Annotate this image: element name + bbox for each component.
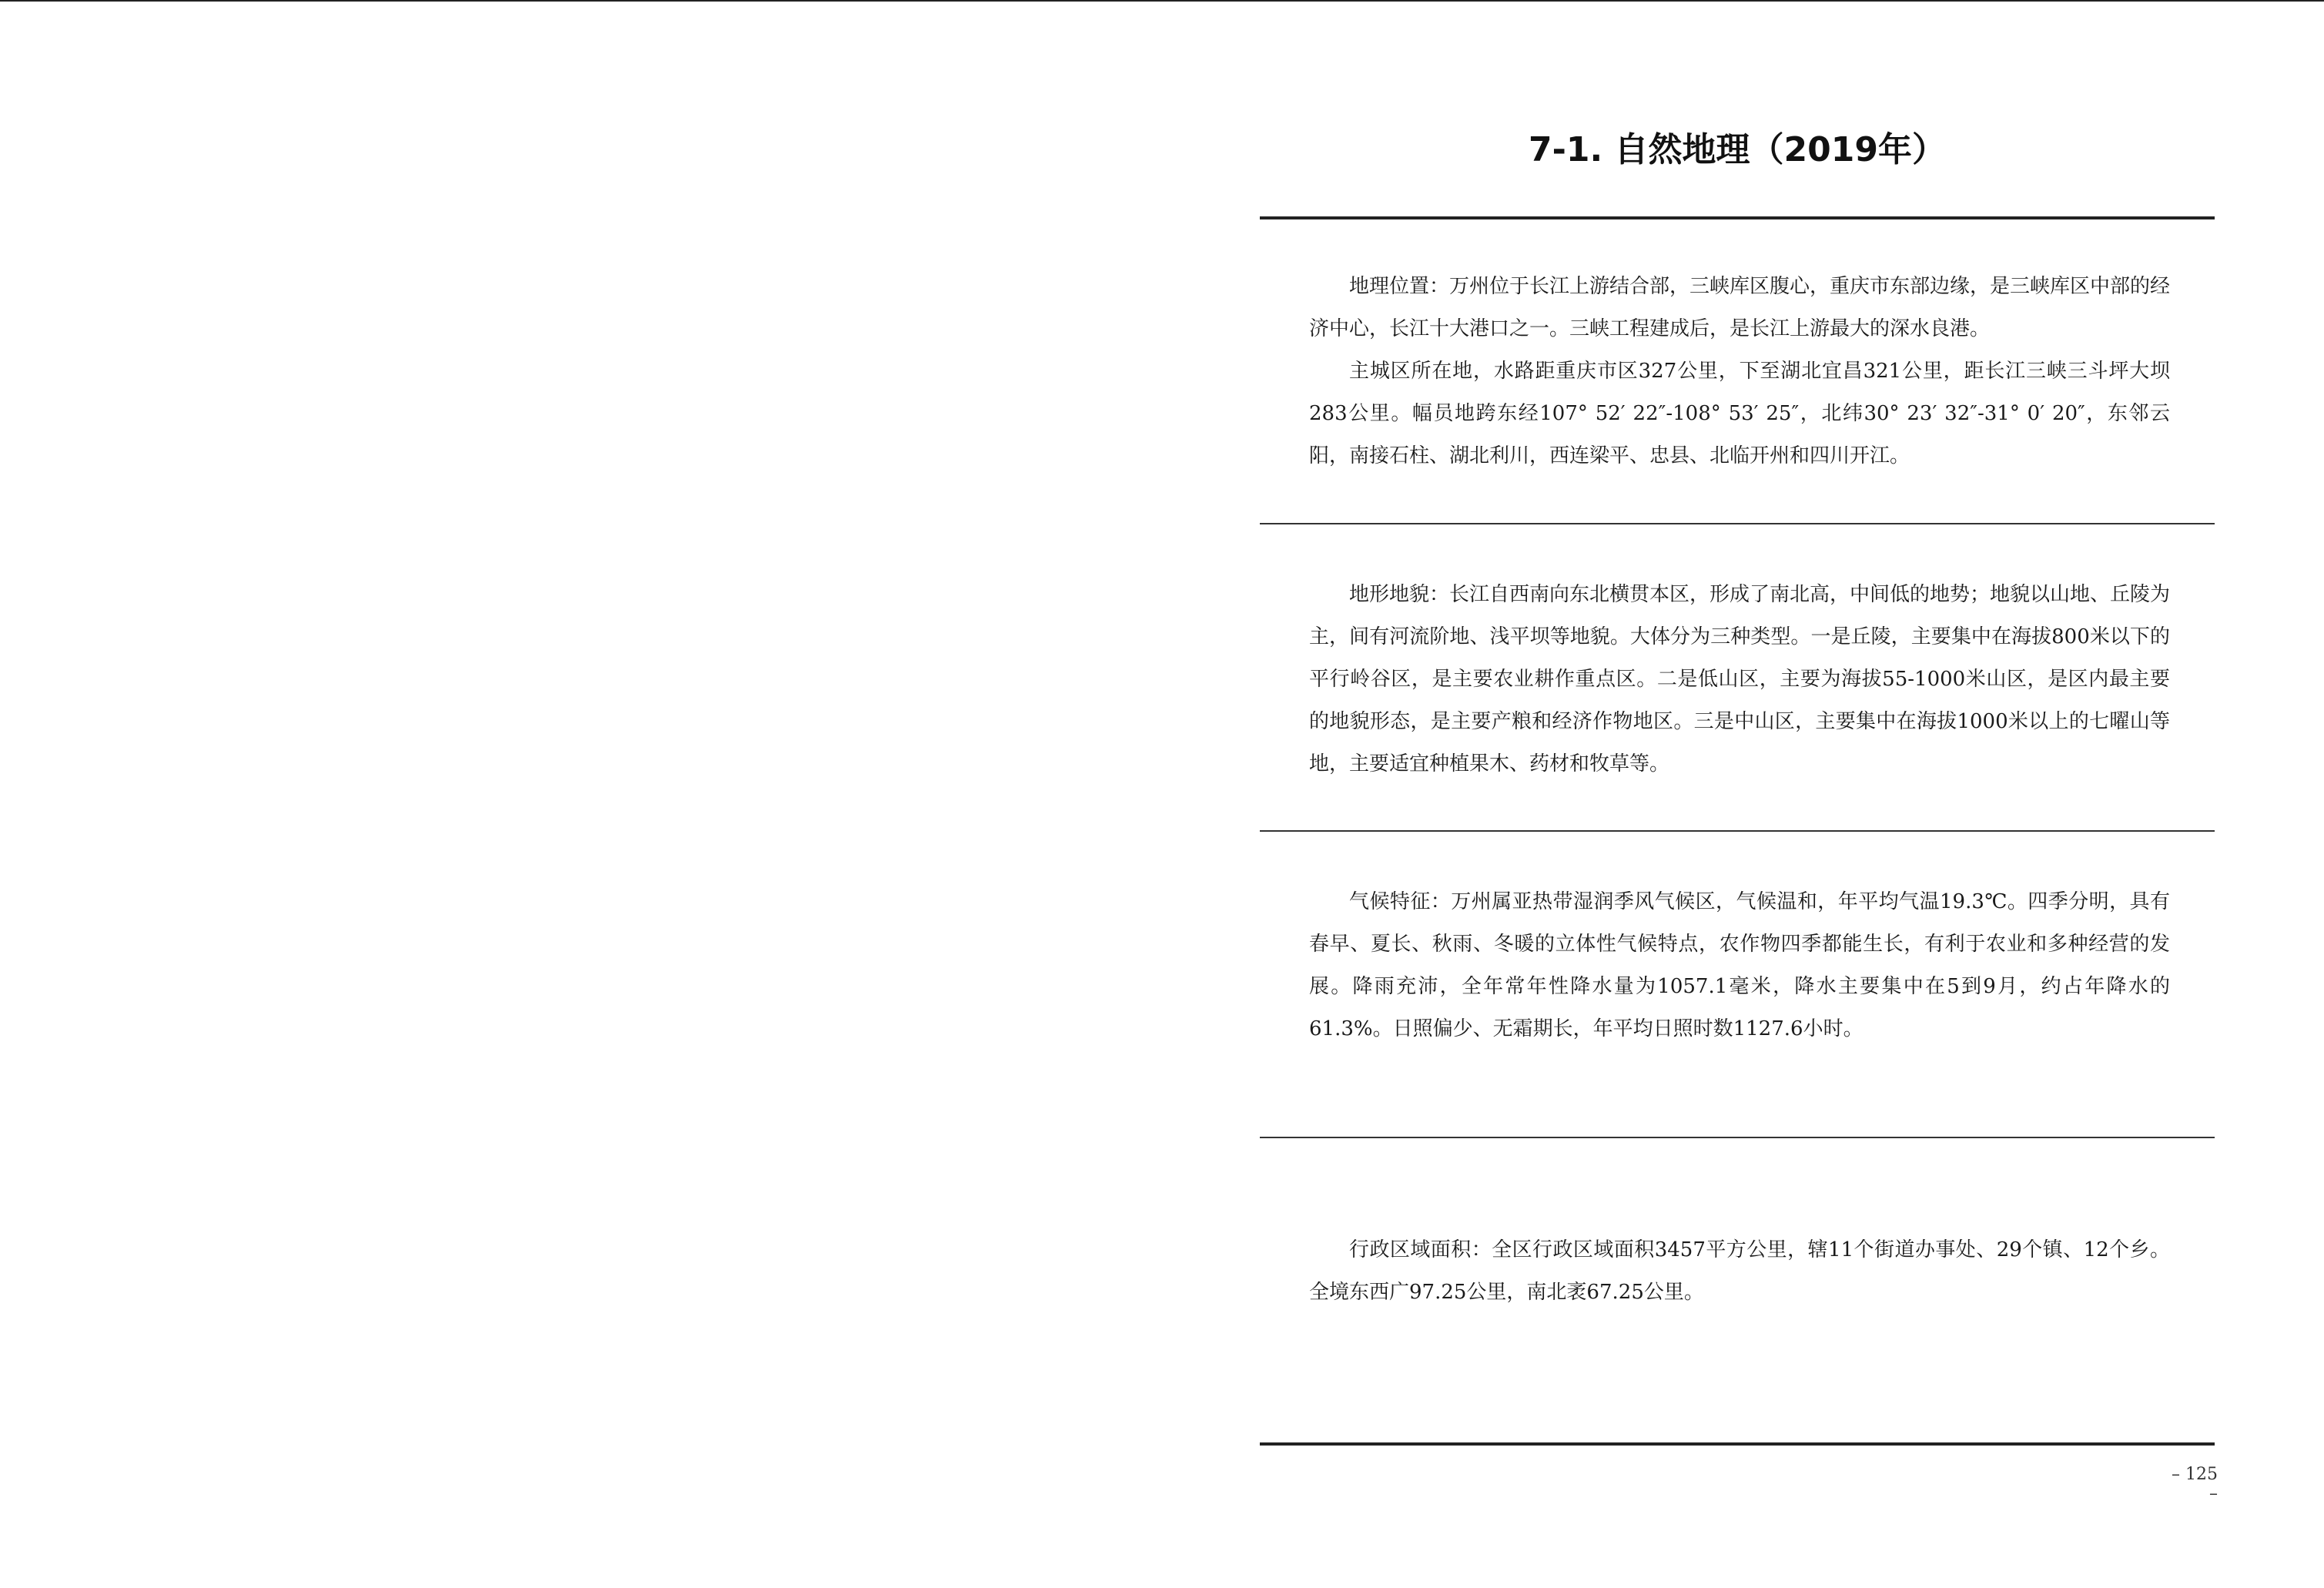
left-blank-page: [0, 2, 1162, 1588]
location-paragraph-1: 地理位置：万州位于长江上游结合部，三峡库区腹心，重庆市东部边缘，是三峡库区中部的经济中心，长江十大港口之一。三峡工程建成后，是长江上游最大的深水良港。: [1309, 275, 2171, 340]
page-title: 7-1. 自然地理（2019年）: [1529, 130, 1946, 169]
climate-paragraph: 气候特征：万州属亚热带湿润季风气候区，气候温和，年平均气温19.3℃。四季分明，具有春早、夏长、秋雨、冬暖的立体性气候特点，农作物四季都能生长，有利于农业和多种经营的发展。降雨充沛，全年常年性降水量为1057.1毫米，降水主要集中在5到9月，约占年降水的61.3%。日照偏少、无霜期长，年平均日照时数1127.6小时。: [1309, 890, 2170, 1040]
area-paragraph: 行政区域面积：全区行政区域面积3457平方公里，辖11个街道办事处、29个镇、12个乡。全境东西广97.25公里，南北袤67.25公里。: [1309, 1238, 2170, 1304]
section-administrative-area: [1309, 1229, 2170, 1314]
section-geographic-location: [1309, 266, 2170, 477]
terrain-paragraph: 地形地貌：长江自西南向东北横贯本区，形成了南北高，中间低的地势；地貌以山地、丘陵为主，间有河流阶地、浅平坝等地貌。大体分为三种类型。一是丘陵，主要集中在海拔800米以下的平行岭谷区，是主要农业耕作重点区。二是低山区，主要为海拔55-1000米山区，是区内最主要的地貌形态，是主要产粮和经济作物地区。三是中山区，主要集中在海拔1000米以上的七曜山等地，主要适宜种植果木、药材和牧草等。: [1309, 583, 2171, 776]
section-terrain: [1309, 574, 2170, 786]
section-divider-2: [1260, 830, 2215, 832]
section-divider-1: [1260, 523, 2215, 524]
section-climate: [1309, 881, 2170, 1050]
right-page: [1162, 2, 2324, 1588]
bottom-divider: [1260, 1442, 2215, 1446]
page-number: – 125 –: [2172, 1465, 2218, 1503]
section-divider-3: [1260, 1137, 2215, 1138]
title-divider: [1260, 216, 2215, 219]
location-paragraph-2: 主城区所在地，水路距重庆市区327公里，下至湖北宜昌321公里，距长江三峡三斗坪大坝283公里。幅员地跨东经107° 52′ 22″-108° 53′ 25″，北纬30° 23′ 32″-31° 0′ 20″，东邻云阳，南接石柱、湖北利川，西连梁平、忠县、北临开州和四川开江。: [1309, 360, 2170, 467]
